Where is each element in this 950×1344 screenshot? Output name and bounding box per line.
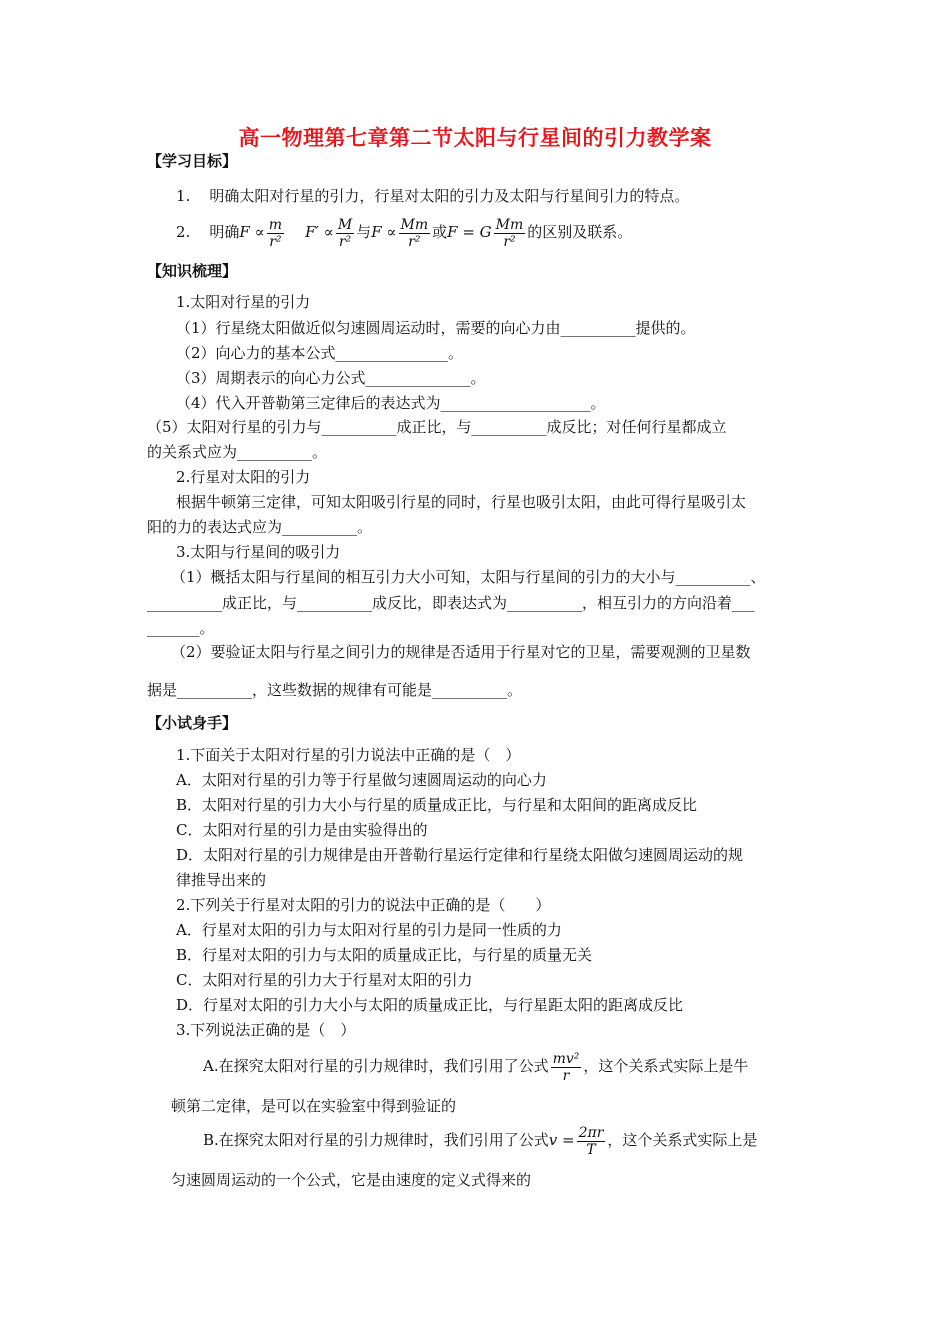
knowledge-line: _______。 — [147, 619, 215, 637]
objective-number: 2. — [176, 223, 191, 241]
knowledge-line: （1）概括太阳与行星间的相互引力大小可知，太阳与行星间的引力的大小与__________、 — [171, 568, 766, 586]
formula-v-lhs: v = — [548, 1131, 575, 1149]
knowledge-line: （2）要验证太阳与行星之间引力的规律是否适用于行星对它的卫星，需要观测的卫星数 — [171, 643, 751, 661]
question-3-option-b-cont: 匀速圆周运动的一个公式，它是由速度的定义式得来的 — [171, 1171, 532, 1189]
knowledge-heading-2: 2.行星对太阳的引力 — [176, 468, 311, 486]
formula-3-lhs: F ∝ — [371, 223, 397, 241]
section-heading-objectives: 【学习目标】 — [147, 152, 238, 170]
objective-suffix: 的区别及联系。 — [527, 223, 633, 241]
formula-mv2-r-fraction — [551, 1051, 582, 1084]
section-heading-practice: 【小试身手】 — [147, 714, 238, 732]
knowledge-line: 据是__________，这些数据的规律有可能是__________。 — [147, 681, 523, 699]
question-1-option-d: D．太阳对行星的引力规律是由开普勒行星运行定律和行星绕太阳做匀速圆周运动的规 — [176, 846, 744, 864]
knowledge-line: （4）代入开普勒第三定律后的表达式为____________________。 — [176, 394, 606, 412]
question-2-option-c: C．太阳对行星的引力大于行星对太阳的引力 — [176, 971, 473, 989]
formula-1-numerator: m — [268, 216, 283, 233]
formula-1-lhs: F ∝ — [239, 223, 265, 241]
formula-2pir-t-fraction — [577, 1125, 606, 1158]
formula-numerator: mv² — [552, 1050, 580, 1067]
formula-denominator: r — [551, 1067, 582, 1084]
formula-2-numerator: M — [337, 216, 353, 233]
question-3-option-a — [203, 1046, 748, 1086]
formula-2-denominator: r² — [336, 233, 354, 250]
option-b-text-cont: ，这个关系式实际上是 — [607, 1131, 758, 1149]
question-1-option-d-cont: 律推导出来的 — [176, 871, 267, 889]
question-3-option-a-cont: 顿第二定律，是可以在实验室中得到验证的 — [171, 1097, 457, 1115]
option-a-text-cont: ，这个关系式实际上是牛 — [583, 1057, 749, 1075]
formula-numerator: 2πr — [578, 1124, 604, 1141]
formula-1-fraction — [267, 217, 284, 250]
section-heading-knowledge: 【知识梳理】 — [147, 262, 238, 280]
question-3-option-b — [203, 1120, 757, 1160]
question-2-option-d: D．行星对太阳的引力大小与太阳的质量成正比，与行星距太阳的距离成反比 — [176, 996, 684, 1014]
question-2: 2.下列关于行星对太阳的引力的说法中正确的是（ ） — [176, 896, 551, 914]
knowledge-heading-1: 1.太阳对行星的引力 — [176, 293, 311, 311]
question-3: 3.下列说法正确的是（ ） — [176, 1021, 356, 1039]
knowledge-line: （5）太阳对行星的引力与__________成正比，与__________成反比；对任何行星都成立 — [147, 418, 727, 436]
formula-4-lhs: F = G — [447, 223, 492, 241]
knowledge-line: （2）向心力的基本公式_______________。 — [176, 344, 464, 362]
knowledge-line: 阳的力的表达式应为__________。 — [147, 518, 373, 536]
question-1: 1.下面关于太阳对行星的引力说法中正确的是（ ） — [176, 746, 521, 764]
knowledge-line: __________成正比，与__________成反比，即表达式为__________，相互引力的方向沿着___ — [147, 594, 755, 612]
question-1-option-b: B．太阳对行星的引力大小与行星的质量成正比，与行星和太阳间的距离成反比 — [176, 796, 698, 814]
formula-2-fraction — [336, 217, 354, 250]
objective-prefix: 明确 — [209, 223, 240, 241]
question-2-option-b: B．行星对太阳的引力与太阳的质量成正比，与行星的质量无关 — [176, 946, 593, 964]
question-2-option-a: A．行星对太阳的引力与太阳对行星的引力是同一性质的力 — [176, 921, 562, 939]
objective-number: 1. — [176, 187, 191, 205]
formula-1-denominator: r² — [267, 233, 284, 250]
page-title: 高一物理第七章第二节太阳与行星间的引力教学案 — [238, 125, 712, 150]
formula-4-denominator: r² — [494, 233, 526, 250]
formula-3-denominator: r² — [399, 233, 431, 250]
question-1-option-a: A．太阳对行星的引力等于行星做匀速圆周运动的向心力 — [176, 771, 547, 789]
formula-4-fraction — [494, 217, 526, 250]
objective-item-2 — [176, 214, 632, 250]
knowledge-line: （3）周期表示的向心力公式______________。 — [176, 369, 486, 387]
formula-3-numerator: Mm — [400, 216, 429, 233]
objective-text: 明确太阳对行星的引力，行星对太阳的引力及太阳与行星间引力的特点。 — [209, 187, 690, 205]
knowledge-line: 根据牛顿第三定律，可知太阳吸引行星的同时，行星也吸引太阳，由此可得行星吸引太 — [176, 493, 747, 511]
objective-item-1 — [176, 186, 689, 206]
question-1-option-c: C．太阳对行星的引力是由实验得出的 — [176, 821, 428, 839]
formula-denominator: T — [577, 1141, 606, 1158]
formula-3-fraction — [399, 217, 431, 250]
objective-and: 与 — [356, 223, 372, 241]
formula-4-numerator: Mm — [495, 216, 524, 233]
knowledge-line: （1）行星绕太阳做近似匀速圆周运动时，需要的向心力由__________提供的。 — [176, 319, 696, 337]
objective-or: 或 — [432, 223, 448, 241]
knowledge-heading-3: 3.太阳与行星间的吸引力 — [176, 543, 341, 561]
knowledge-line: 的关系式应为__________。 — [147, 443, 328, 461]
formula-2-lhs: F′ ∝ — [305, 223, 334, 241]
option-a-text: A.在探究太阳对行星的引力规律时，我们引用了公式 — [203, 1057, 549, 1075]
option-b-text: B.在探究太阳对行星的引力规律时，我们引用了公式 — [203, 1131, 549, 1149]
